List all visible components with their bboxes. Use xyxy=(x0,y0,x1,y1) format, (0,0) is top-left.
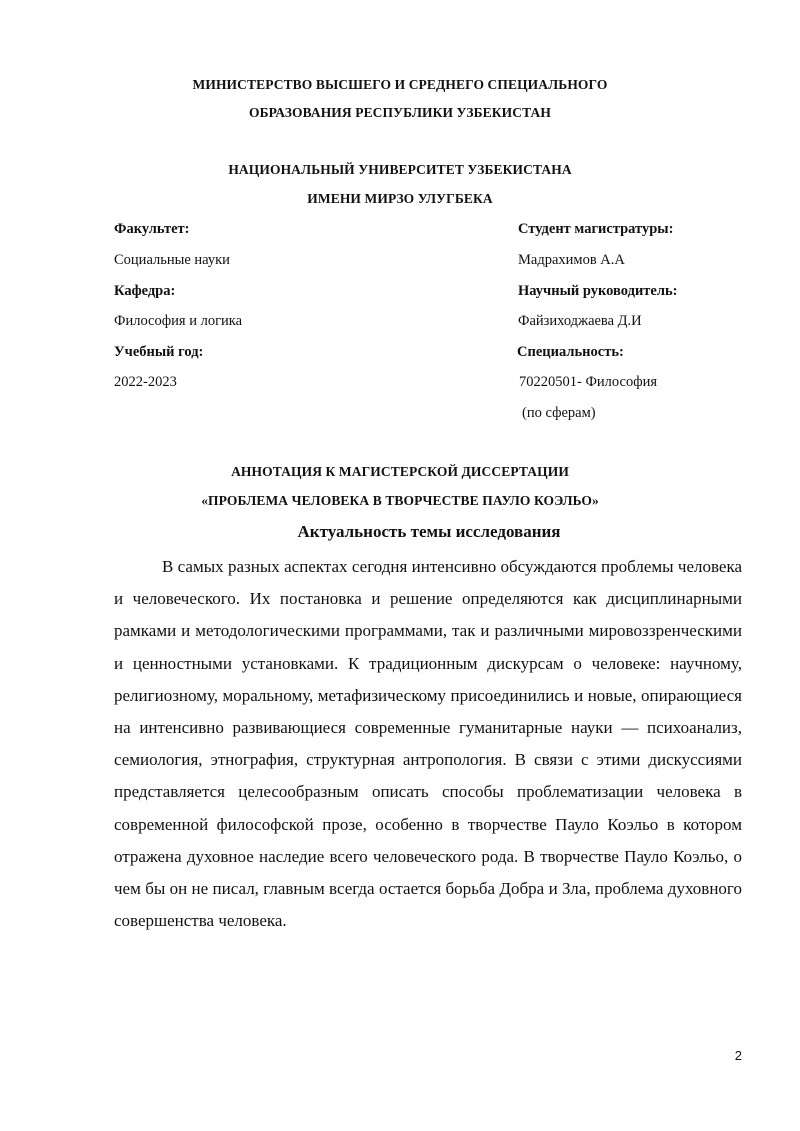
specialty-value: 70220501- Философия xyxy=(519,374,658,390)
faculty-label: Факультет: xyxy=(114,221,190,237)
specialty-label: Специальность: xyxy=(517,344,624,360)
department-value: Философия и логика xyxy=(114,313,243,329)
supervisor-label: Научный руководитель: xyxy=(518,283,678,299)
department-label: Кафедра: xyxy=(114,283,176,299)
student-label: Студент магистратуры: xyxy=(518,221,674,237)
ministry-title-line-2: ОБРАЗОВАНИЯ РЕСПУБЛИКИ УЗБЕКИСТАН xyxy=(249,105,551,120)
university-title-line-1: НАЦИОНАЛЬНЫЙ УНИВЕРСИТЕТ УЗБЕКИСТАНА xyxy=(228,162,572,177)
body-paragraph: В самых разных аспектах сегодня интенсивно обсуждаются проблемы человека и человеческого. Их постановка и решение определяются как дисциплинарными рамками и методологическими программами, так и различными мировоззренческими и ценностными установками. К традиционным дискурсам о человеке: научному, религиозному, моральному, метафизическому присоединились и новые, опирающиеся на интенсивно развивающиеся современные гуманитарные науки — психоанализ, семиология, этнография, структурная антропология. В связи с этими дискуссиями представляется целесообразным описать способы проблематизации человека в современной философской прозе, особенно в творчестве Пауло Коэльо в котором отражена духовное наследие всего человеческого рода. В творчестве Пауло Коэльо, о чем бы он не писал, главным всегда остается борьба Добра и Зла, проблема духовного совершенства человека. xyxy=(114,557,742,931)
section-title: Актуальность темы исследования xyxy=(297,522,561,541)
year-label: Учебный год: xyxy=(114,344,204,360)
annotation-title-line-1: АННОТАЦИЯ К МАГИСТЕРСКОЙ ДИССЕРТАЦИИ xyxy=(231,464,569,479)
page-number: 2 xyxy=(734,1048,742,1063)
specialty-value-2: (по сферам) xyxy=(522,405,596,421)
annotation-title-line-2: «ПРОБЛЕМА ЧЕЛОВЕКА В ТВОРЧЕСТВЕ ПАУЛО КОЭЛЬО» xyxy=(201,493,599,508)
ministry-title-line-1: МИНИСТЕРСТВО ВЫСШЕГО И СРЕДНЕГО СПЕЦИАЛЬНОГО xyxy=(192,77,608,92)
faculty-value: Социальные науки xyxy=(114,252,230,268)
university-title-line-2: ИМЕНИ МИРЗО УЛУГБЕКА xyxy=(307,191,493,206)
supervisor-value: Файзиходжаева Д.И xyxy=(518,313,642,329)
year-value: 2022-2023 xyxy=(114,374,177,390)
student-value: Мадрахимов А.А xyxy=(518,252,625,268)
